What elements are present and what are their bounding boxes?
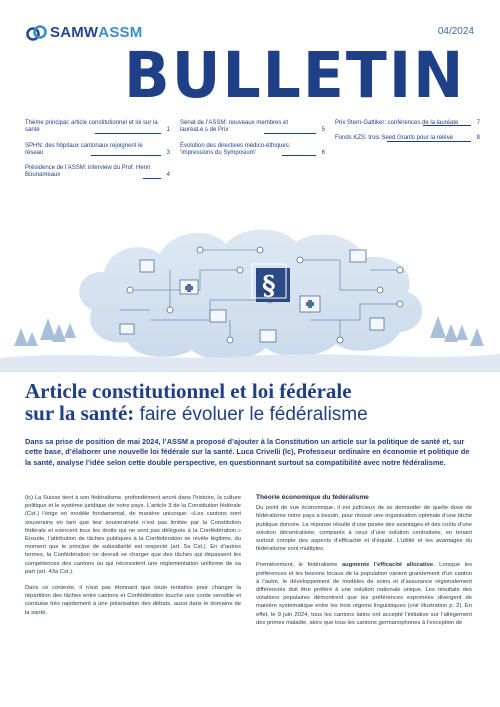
- toc-item-title: Évolution des directives médico-éthiques: ‘impressions du Symposium’: [180, 142, 291, 156]
- paragraph-text: Premièrement, le fédéralisme: [256, 562, 342, 569]
- toc-item-title: Présidence de l’ASSM: interview du Prof. Henri Bounameaux: [25, 165, 151, 179]
- headline-line-1: Article constitutionnel et loi fédérale: [25, 379, 352, 403]
- paragraph-text: . Lorsque les préférences et les besoins locaux de la population varient grandement d’un canton à l’autre, le développement de modèles de soins et d’assurance régionalement différenciés doit être préféré à une solution nationale unique. Les résultats des votations populaires démontrent que les préférences exprimées divergent de manière systématique entre les trois régions linguistiques (voir illustration p. 2). En effet, le 9 juin 2024, tous les cantons latins ont accepté l’initiative sur l’allègement des primes maladie, alors que tous les cantons germanophones à l’exception de: [256, 562, 472, 626]
- toc-item-title: Thème principal: article constitutionnel et loi sur la santé: [25, 120, 158, 134]
- table-of-contents: [25, 120, 480, 188]
- toc-column-2: [180, 120, 325, 188]
- logo-assm: ASSM: [98, 24, 143, 41]
- trees-right: [430, 316, 484, 346]
- article-column-left: [25, 494, 241, 625]
- paragraph: Dans ce contexte, il n’est pas étonnant que toute tentative pour changer la répartition des tâches entre cantons et Confédération touche une corde sensible et conduise très rapidement à une polarisation des débats, aussi dans le domaine de la santé.: [25, 585, 241, 616]
- headline-line-2: [25, 402, 485, 426]
- toc-leader-line: [423, 125, 471, 126]
- toc-column-3: [335, 120, 480, 188]
- issue-number: 04/2024: [437, 26, 474, 37]
- paragraph: (lc) La Suisse tient à son fédéralisme, profondément ancré dans l’histoire, la culture politique et le système juridique de notre pays. L’article 3 de la Constitution fédérale (Cst.) l’érige en modèle fondamental, de manière univoque: «Les cantons sont souverains en tant que leur souveraineté n’est pas limitée par la Constitution fédérale et exercent tous les droits qui ne sont pas délégués à la Confédération.» Ensuite, l’attribution de tâches publiques à la Confédération se révèle légitime, du moment que le principe de subsidiarité est respecté (art. 5a Cst.). En d’autres termes, la Confédération ne devrait se charger que des tâches qui dépassent les compétences des cantons ou qui nécessitent une réglementation uniforme de sa part (art. 43a Cst.).: [25, 495, 241, 575]
- paragraph: [256, 561, 472, 627]
- toc-item-page: 3: [166, 149, 170, 156]
- paragraph: Du point de vue économique, il est judicieux de se demander de quelle dose de fédéralisme notre pays a besoin, pour réussir une organisation optimale d’une tâche publique donnée. La réponse résulte d’une pesée des avantages et des coûts d’une solution décentralisée, comparés à ceux d’une solution centralisée, en tenant surtout compte des aspects d’efficacité et d’équité. L’utilité et les avantages du fédéralisme sont multiples.: [256, 505, 472, 553]
- logo-samw: SAMW: [50, 24, 99, 41]
- toc-leader-line: [264, 133, 316, 134]
- toc-item[interactable]: [180, 120, 325, 135]
- toc-leader-line: [282, 155, 316, 156]
- headline-bold: sur la santé:: [25, 401, 135, 425]
- article-column-right: [256, 494, 472, 635]
- article-lead: Dans sa prise de position de mai 2024, l’ASSM a proposé d’ajouter à la Constitution un article sur la politique de santé et, sur cette base, d’élaborer une nouvelle loi fédérale sur la santé. Luca Crivelli (lc), Professeur ordinaire en économie et politique de la santé, analyse l’idée selon cette double perspective, en questionnant surtout sa compatibilité avec notre fédéralisme.: [25, 437, 470, 467]
- toc-item-page: 1: [166, 127, 170, 134]
- logo-mark-icon: [26, 25, 48, 41]
- toc-column-1: [25, 120, 170, 188]
- toc-item-page: 8: [476, 135, 480, 142]
- toc-item-title: Prix Stern-Gattiker: conférences de la lauréate: [335, 120, 459, 126]
- toc-item-title: SPHN: des hôpitaux cantonaux rejoignent le réseau: [25, 142, 143, 156]
- toc-item[interactable]: [180, 143, 325, 158]
- toc-item-page: 4: [166, 172, 170, 179]
- cloud-shape: [79, 229, 422, 360]
- paragraph-emphasis: augmente l’efficacité allocative: [341, 562, 434, 569]
- healthcare-network-illustration: [0, 200, 500, 372]
- toc-leader-line: [95, 133, 161, 134]
- toc-item-page: 6: [321, 149, 325, 156]
- bulletin-title: BULLETIN: [124, 38, 466, 113]
- law-paragraph-icon: [252, 264, 290, 302]
- toc-leader-line: [143, 178, 161, 179]
- toc-item[interactable]: [335, 135, 480, 142]
- toc-leader-line: [91, 155, 161, 156]
- trees-left: [14, 318, 76, 346]
- toc-item-page: 5: [321, 127, 325, 134]
- toc-leader-line: [387, 141, 471, 142]
- toc-item[interactable]: [25, 165, 170, 180]
- toc-item[interactable]: [25, 120, 170, 135]
- toc-item[interactable]: [335, 120, 480, 127]
- article-headline: [25, 380, 485, 426]
- headline-rest: faire évoluer le fédéralisme: [134, 404, 368, 425]
- toc-item-title: Sénat de l’ASSM: nouveaux membres et lauréat.e.s de Prix: [180, 120, 289, 134]
- toc-item-title: Fonds KZS: trois Seed Grants pour la relève: [335, 135, 454, 142]
- toc-item-page: 7: [476, 120, 480, 126]
- svg-text:§: §: [262, 271, 276, 301]
- toc-item[interactable]: [25, 143, 170, 158]
- section-subheading: Théorie économique du fédéralisme: [256, 494, 369, 501]
